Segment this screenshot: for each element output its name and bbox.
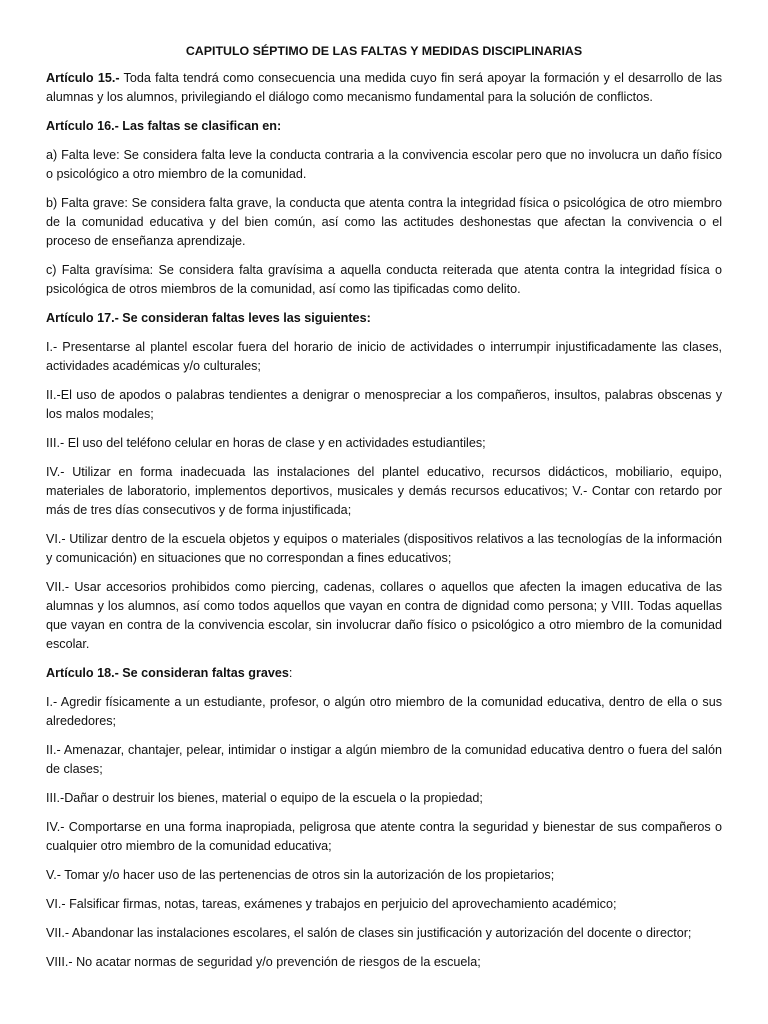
article-18-heading: Artículo 18.- Se consideran faltas graves	[46, 666, 289, 680]
article-18-heading-line	[46, 664, 722, 683]
article-16-item-a: a) Falta leve: Se considera falta leve la conducta contraria a la convivencia escolar pero que no involucra un daño físico o psicológico a otro miembro de la comunidad.	[46, 148, 722, 181]
article-16-heading: Artículo 16.- Las faltas se clasifican en:	[46, 119, 282, 133]
article-18-item-3: III.-Dañar o destruir los bienes, material o equipo de la escuela o la propiedad;	[46, 791, 483, 805]
article-17-item-5: VI.- Utilizar dentro de la escuela objetos y equipos o materiales (dispositivos relativos a las tecnologías de la información y comunicación) en situaciones que no correspondan a fines educativos;	[46, 532, 722, 565]
article-18-item-8: VIII.- No acatar normas de seguridad y/o prevención de riesgos de la escuela;	[46, 955, 481, 969]
article-17-item-2: II.-El uso de apodos o palabras tendientes a denigrar o menospreciar a los compañeros, insultos, palabras obscenas y los malos modales;	[46, 388, 722, 421]
article-18-item-6: VI.- Falsificar firmas, notas, tareas, exámenes y trabajos en perjuicio del aprovechamiento académico;	[46, 897, 617, 911]
article-17-item-3: III.- El uso del teléfono celular en horas de clase y en actividades estudiantiles;	[46, 436, 486, 450]
article-15-text: Toda falta tendrá como consecuencia una medida cuyo fin será apoyar la formación y el desarrollo de las alumnas y los alumnos, privilegiando el diálogo como mecanismo fundamental para la solución de conflictos.	[46, 71, 722, 104]
article-17-item-6: VII.- Usar accesorios prohibidos como piercing, cadenas, collares o aquellos que afecten la imagen educativa de las alumnas y los alumnos, así como todos aquellos que vayan en contra de dignidad como persona; y VIII. Todas aquellas que vayan en contra de la convivencia escolar, sin involucrar daño físico o psicológico a otro miembro de la comunidad escolar.	[46, 580, 722, 651]
article-18-item-7: VII.- Abandonar las instalaciones escolares, el salón de clases sin justificación y autorización del docente o director;	[46, 926, 692, 940]
article-17-heading: Artículo 17.- Se consideran faltas leves las siguientes:	[46, 311, 371, 325]
article-18-item-1: I.- Agredir físicamente a un estudiante, profesor, o algún otro miembro de la comunidad educativa, dentro de ella o sus alrededores;	[46, 695, 722, 728]
article-18-item-4: IV.- Comportarse en una forma inapropiada, peligrosa que atente contra la seguridad y bienestar de sus compañeros o cualquier otro miembro de la comunidad educativa;	[46, 820, 722, 853]
article-16-item-b: b) Falta grave: Se considera falta grave, la conducta que atenta contra la integridad física o psicológica de otro miembro de la comunidad educativa y del bien común, así como las actitudes deshonestas que afectan la convivencia o el proceso de enseñanza aprendizaje.	[46, 196, 722, 248]
article-18-item-2: II.- Amenazar, chantajer, pelear, intimidar o instigar a algún miembro de la comunidad educativa dentro o fuera del salón de clases;	[46, 743, 722, 776]
article-17-item-4: IV.- Utilizar en forma inadecuada las instalaciones del plantel educativo, recursos didácticos, mobiliario, equipo, materiales de laboratorio, implementos deportivos, musicales y demás recursos educativos; V.- Contar con retardo por más de tres días consecutivos y de forma injustificada;	[46, 465, 722, 517]
article-18-heading-suffix: :	[288, 666, 293, 680]
chapter-title: CAPITULO SÉPTIMO DE LAS FALTAS Y MEDIDAS DISCIPLINARIAS	[185, 44, 583, 58]
article-18-item-5: V.- Tomar y/o hacer uso de las pertenencias de otros sin la autorización de los propietarios;	[46, 868, 555, 882]
article-16-item-c: c) Falta gravísima: Se considera falta gravísima a aquella conducta reiterada que atenta contra la integridad física o psicológica de otros miembros de la comunidad, así como las tipificadas como delito.	[46, 263, 722, 296]
article-17-item-1: I.- Presentarse al plantel escolar fuera del horario de inicio de actividades o interrumpir injustificadamente las clases, actividades académicas y/o culturales;	[46, 340, 722, 373]
article-15-label: Artículo 15.-	[46, 71, 120, 85]
article-15	[46, 69, 722, 107]
